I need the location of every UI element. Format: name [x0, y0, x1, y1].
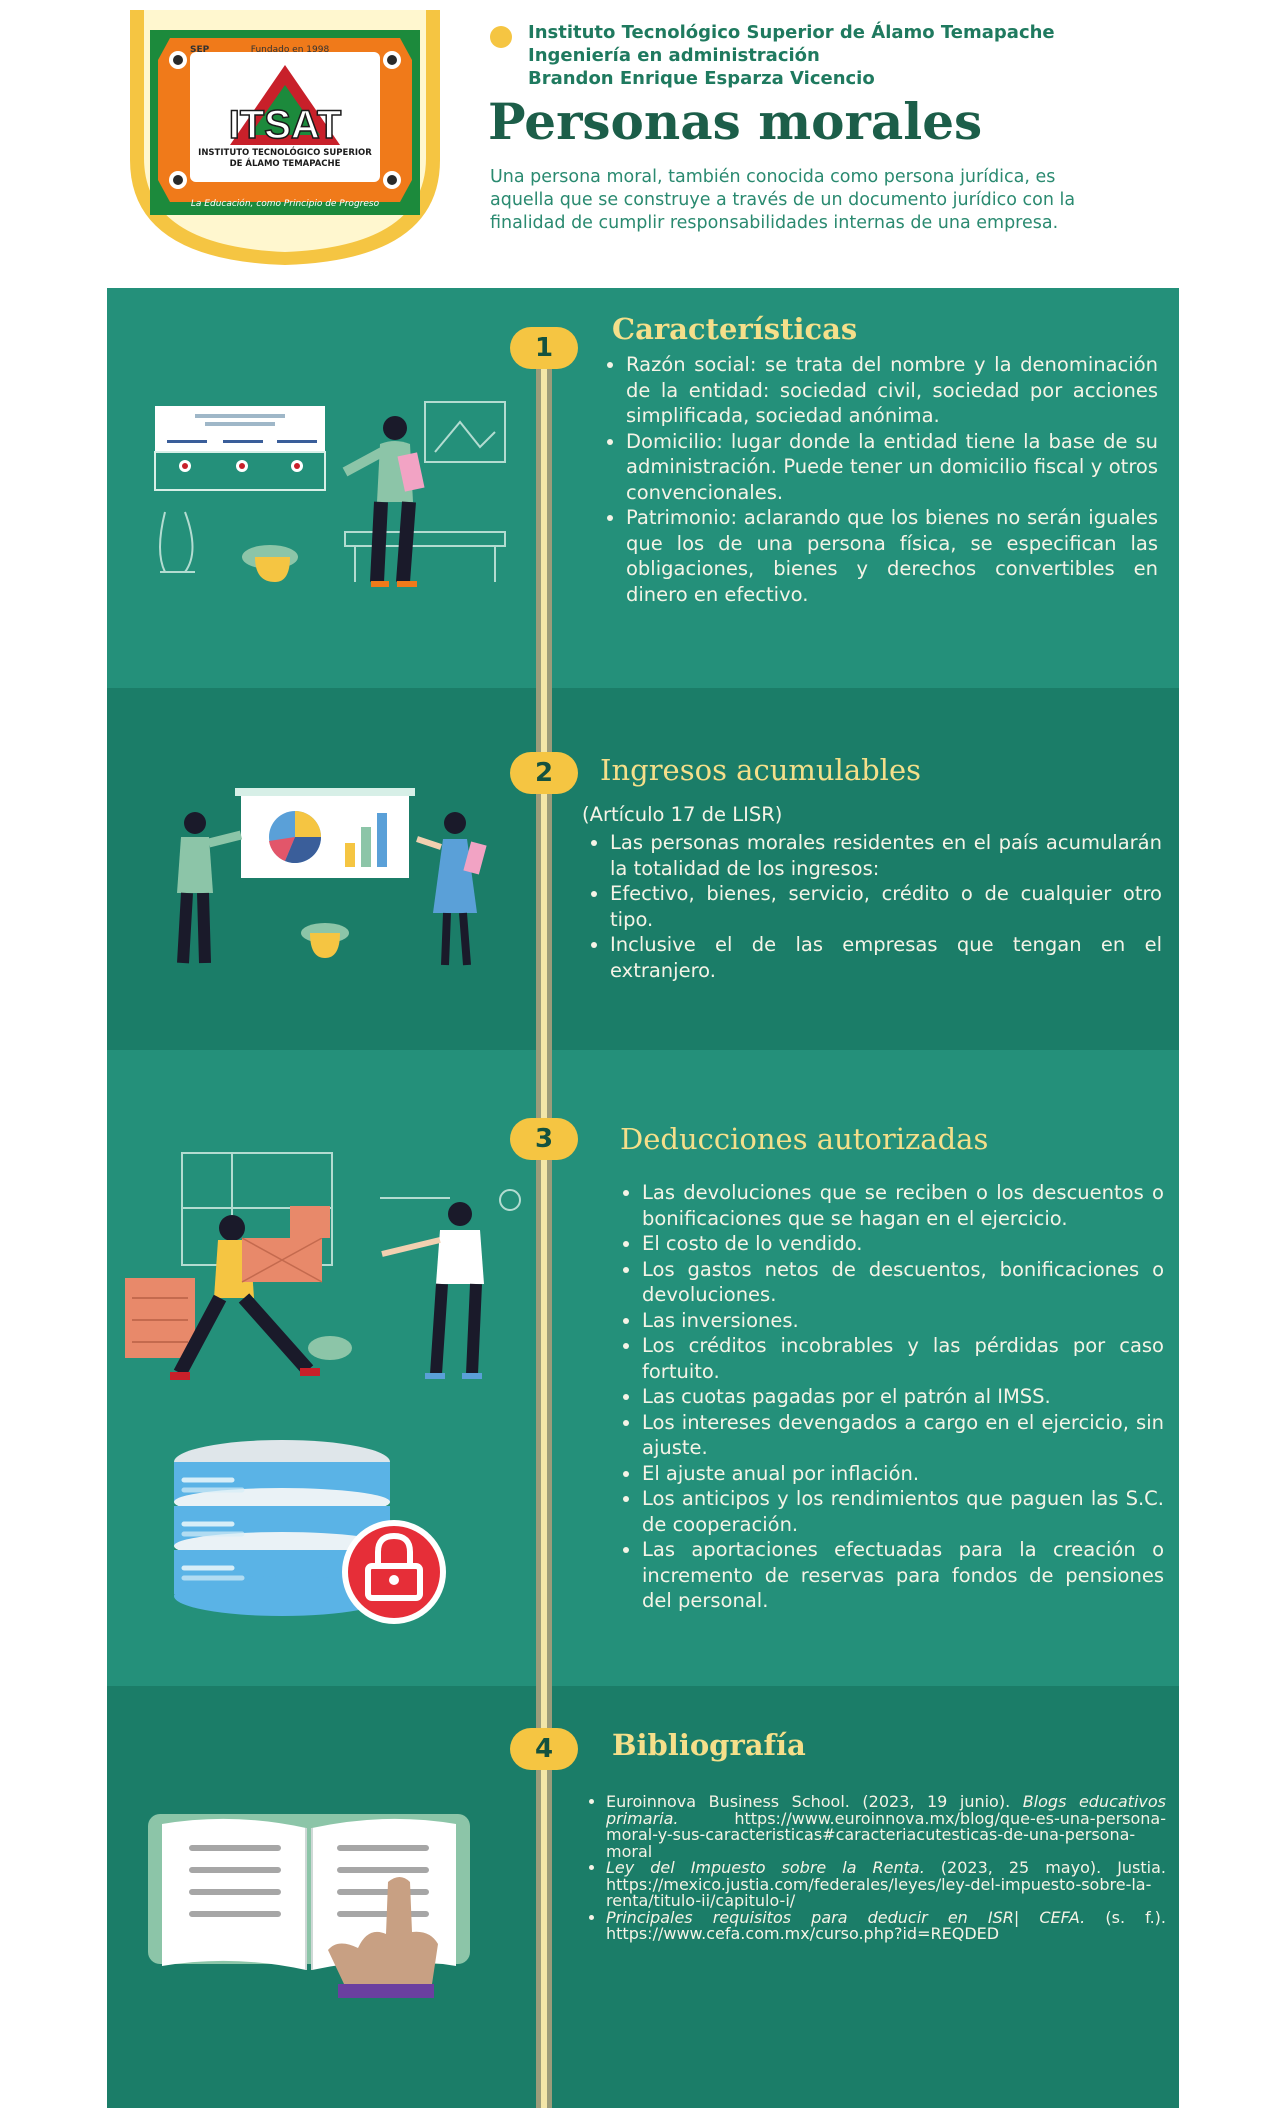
- institution-name: Instituto Tecnológico Superior de Álamo Temapache: [528, 22, 1055, 43]
- section-title-3: Deducciones autorizadas: [620, 1122, 989, 1156]
- section-title-2: Ingresos acumulables: [600, 753, 921, 787]
- section-2-note: (Artículo 17 de LISR): [582, 803, 783, 826]
- intro-text: Una persona moral, también conocida como persona jurídica, es aquella que se construye a través de un documento jurídico con la finalidad de cumplir responsabilidades internas de una empresa.: [490, 167, 1076, 233]
- school-logo: [130, 10, 440, 265]
- section-number-1: 1: [510, 327, 578, 369]
- section-1-list: [598, 352, 1158, 607]
- list-item: • Patrimonio: aclarando que los bienes no serán iguales que los de una persona física, se especifican las obligaciones, bienes y derechos convertibles en dinero en efectivo.: [626, 505, 1158, 607]
- section-title-1: Características: [612, 312, 858, 346]
- list-item: • El ajuste anual por inflación.: [642, 1461, 1164, 1487]
- logo-motto: La Educación, como Principio de Progreso: [190, 199, 380, 209]
- list-item: • Los créditos incobrables y las pérdidas por caso fortuito.: [642, 1333, 1164, 1384]
- delivery-illustration: [120, 1148, 530, 1398]
- list-item: • Las personas morales residentes en el país acumularán la totalidad de los ingresos:: [610, 830, 1162, 881]
- list-item: • Los gastos netos de descuentos, bonificaciones o devoluciones.: [642, 1257, 1164, 1308]
- list-item: • El costo de lo vendido.: [642, 1231, 1164, 1257]
- section-3-list: [614, 1180, 1164, 1614]
- section-2-list: [582, 830, 1162, 983]
- founded-text: Fundado en 1998: [250, 45, 330, 55]
- bullet-dot: [490, 26, 512, 48]
- logo-acronym: ITSAT: [228, 103, 342, 147]
- logo-name-1: INSTITUTO TECNOLÓGICO SUPERIOR: [198, 148, 372, 158]
- list-item: • Las devoluciones que se reciben o los descuentos o bonificaciones que se hagan en el ejercicio.: [642, 1180, 1164, 1231]
- chart-illustration: [155, 783, 515, 973]
- list-item: • Los anticipos y los rendimientos que paguen las S.C. de cooperación.: [642, 1486, 1164, 1537]
- sep-text: SEP: [190, 45, 210, 55]
- open-book-icon: [148, 1800, 470, 2000]
- list-item: • Razón social: se trata del nombre y la denominación de la entidad: sociedad civil, sociedad por acciones simplificada, sociedad anónima.: [626, 352, 1158, 429]
- list-item: • Inclusive el de las empresas que tengan en el extranjero.: [610, 932, 1162, 983]
- reference-item: • Ley del Impuesto sobre la Renta. (2023, 25 mayo). Justia. https://mexico.justia.com/federales/leyes/ley-del-impuesto-sobre-la-renta/titulo-ii/capitulo-i/: [606, 1860, 1166, 1910]
- section-number-2: 2: [510, 752, 578, 794]
- logo-name-2: DE ÁLAMO TEMAPACHE: [229, 159, 341, 169]
- database-lock-icon: [172, 1440, 462, 1630]
- page-title: Personas morales: [488, 92, 983, 151]
- author-name: Brandon Enrique Esparza Vicencio: [528, 68, 875, 89]
- section-4-list: [578, 1794, 1166, 1943]
- list-item: • Las aportaciones efectuadas para la creación o incremento de reservas para fondos de pensiones del personal.: [642, 1537, 1164, 1614]
- list-item: • Las inversiones.: [642, 1308, 1164, 1334]
- list-item: • Las cuotas pagadas por el patrón al IMSS.: [642, 1384, 1164, 1410]
- list-item: • Efectivo, bienes, servicio, crédito o de cualquier otro tipo.: [610, 881, 1162, 932]
- reference-item: • Principales requisitos para deducir en ISR| CEFA. (s. f.). https://www.cefa.com.mx/curso.php?id=REQDED: [606, 1910, 1166, 1943]
- presentation-illustration: [145, 392, 515, 592]
- section-number-4: 4: [510, 1728, 578, 1770]
- section-title-4: Bibliografía: [612, 1728, 806, 1762]
- list-item: • Domicilio: lugar donde la entidad tiene la base de su administración. Puede tener un domicilio fiscal y otros convencionales.: [626, 429, 1158, 506]
- list-item: • Los intereses devengados a cargo en el ejercicio, sin ajuste.: [642, 1410, 1164, 1461]
- career-name: Ingeniería en administración: [528, 45, 820, 66]
- timeline-line-inner: [541, 330, 547, 2108]
- reference-item: • Euroinnova Business School. (2023, 19 junio). Blogs educativos primaria. https://www.euroinnova.mx/blog/que-es-una-persona-moral-y-sus-caracteristicas#caracteriacutesticas-de-una-persona-moral: [606, 1794, 1166, 1860]
- section-number-3: 3: [510, 1118, 578, 1160]
